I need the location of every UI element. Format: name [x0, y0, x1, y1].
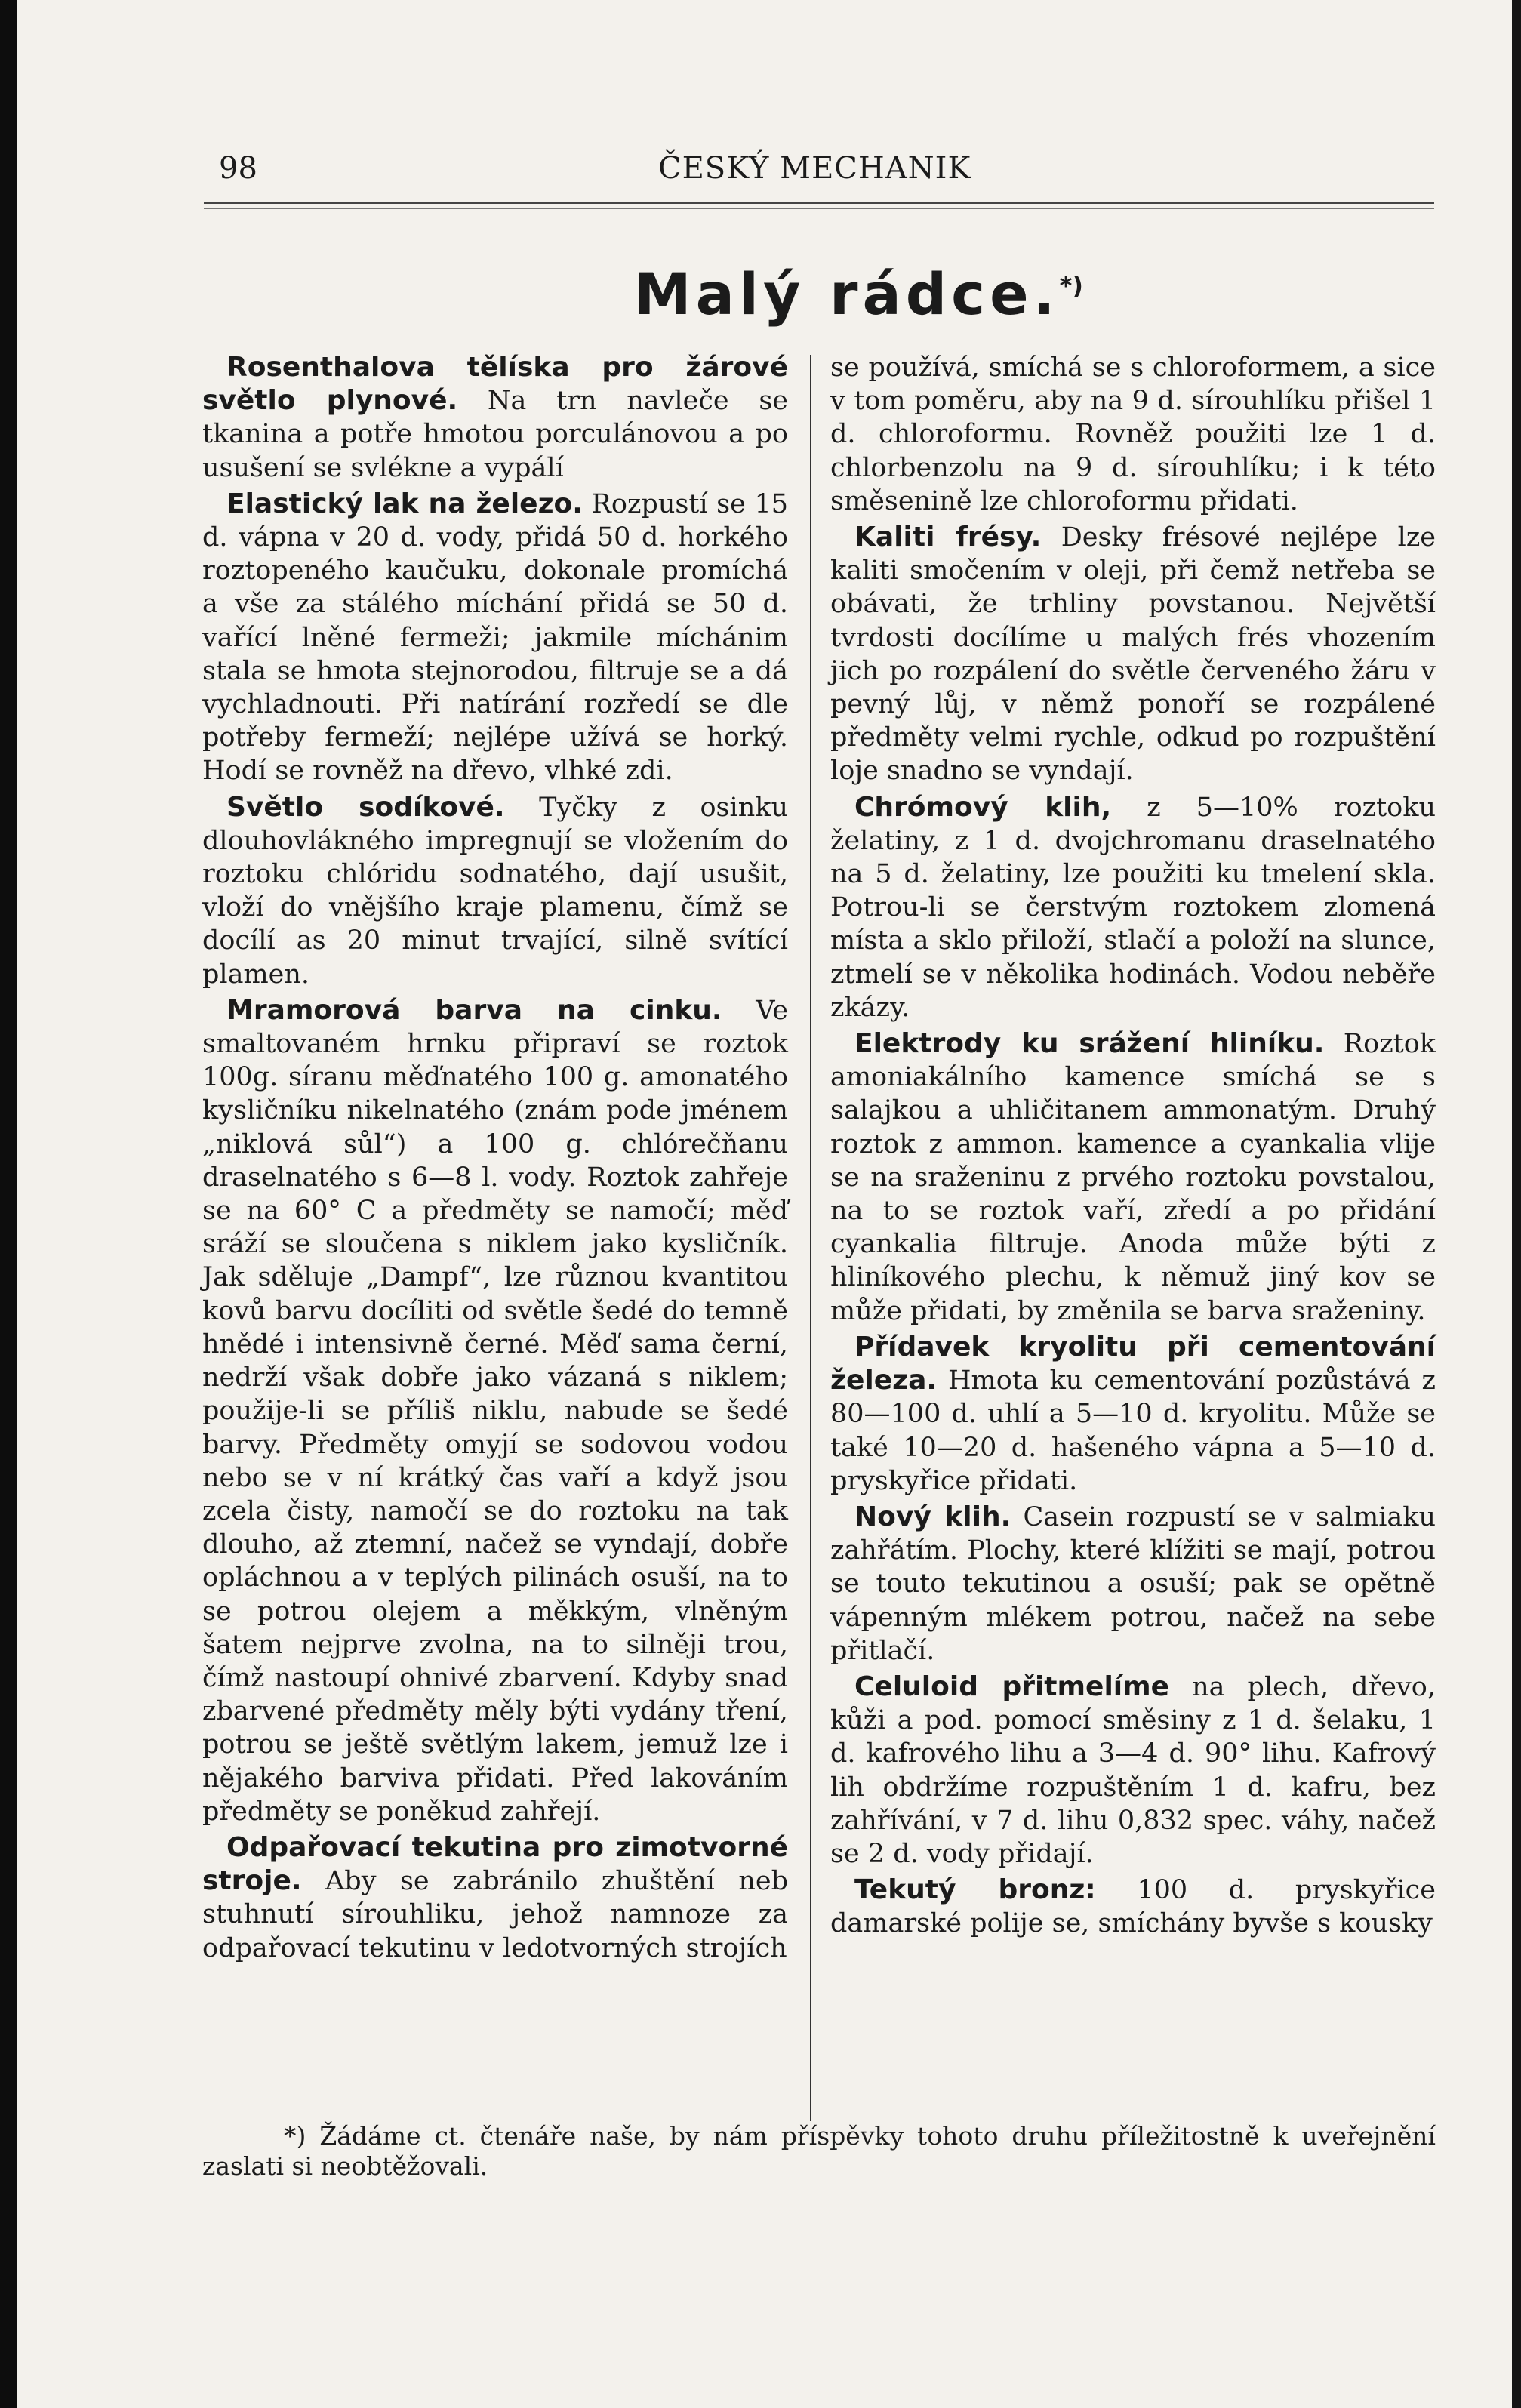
- recipe-paragraph: [830, 1874, 1436, 1940]
- recipe-heading: Odpařovací tekutina pro zimotvorné stroje.: [202, 1831, 788, 1897]
- recipe-paragraph: [830, 1671, 1436, 1871]
- recipe-paragraph: [202, 1831, 788, 1965]
- recipe-paragraph: [830, 1331, 1436, 1498]
- recipe-heading: Elektrody ku srážení hliníku.: [854, 1028, 1325, 1060]
- article-title-text: Malý rádce.: [634, 260, 1060, 328]
- recipe-text: Hmota ku cementování pozůstává z 80—100 d. uhlí a 5—10 d. kryolitu. Může se také 10—20 d. hašeného vápna a 5—10 d. pryskyřice přidati.: [830, 1366, 1436, 1496]
- journal-title: ČESKÝ MECHANIK: [658, 151, 971, 186]
- recipe-text: Ve smaltovaném hrnku připraví se roztok 100g. síranu měďnatého 100 g. amonatého kysličníku nikelnatého (znám pode jménem „niklová sůl“) a 100 g. chlórečňanu draselnatého s 6—8 l. vody. Roztok zahřeje se na 60° C a předměty se namočí; měď sráží se sloučena s niklem jako kysličník. Jak sděluje „Dampf“, lze různou kvantitou kovů barvu docíliti od světle šedé do temně hnědé i intensivně černé. Měď sama černí, nedrží však dobře jako vázaná s niklem; použije-li se příliš niklu, nabude se šedé barvy. Předměty omyjí se sodovou vodou nebo se v ní krátký čas vaří a když jsou zcela čisty, namočí se do roztoku na tak dlouho, až ztemní, načež se vyndají, dobře opláchnou a v teplých pilinách osuší, na to se potrou olejem a měkkým, vlněným šatem nejprve zvolna, na to silněji trou, čímž nastoupí ohnivé zbarvení. Kdyby snad zbarvené předměty měly býti vydány tření, potrou se ještě světlým lakem, jemuž lze i nějakého barviva přidati. Před lakováním předměty se poněkud zahřejí.: [202, 995, 788, 1827]
- recipe-text: Roztok amoniakálního kamence smíchá se s salajkou a uhličitanem ammonatým. Druhý roztok z ammon. kamence a cyankalia vlije se na sraženinu z prvého roztoku povstalou, na to se roztok vaří, zředí a po přidání cyankalia filtruje. Anoda může býti z hliníkového plechu, k němuž jiný kov se může přidati, by změnila se barva sraženiny.: [830, 1029, 1436, 1326]
- recipe-paragraph: [202, 994, 788, 1828]
- recipe-paragraph: [202, 351, 788, 485]
- recipe-heading: Kaliti frésy.: [854, 522, 1042, 553]
- scan-border-right: [1512, 0, 1521, 2408]
- footnote-marker: *): [1059, 271, 1083, 300]
- footnote: *) Žádáme ct. čtenáře naše, by nám příspěvky tohoto druhu příležitostně k uveřejnění zaslati si neobtěžovali.: [202, 2121, 1436, 2181]
- right-column: [830, 351, 1436, 1944]
- recipe-heading: Přídavek kryolitu při cementování železa.: [830, 1331, 1436, 1396]
- left-column: [202, 351, 788, 1968]
- page-number: 98: [219, 151, 257, 186]
- recipe-paragraph: [830, 351, 1436, 518]
- recipe-heading: Tekutý bronz:: [854, 1874, 1096, 1906]
- recipe-heading: Mramorová barva na cinku.: [226, 994, 722, 1026]
- recipe-paragraph: [830, 521, 1436, 788]
- recipe-text: Tyčky z osinku dlouhovlákného impregnují se vložením do roztoku chlóridu sodnatého, dají usušit, vloží do vnějšího kraje plamenu, čímž se docílí as 20 minut trvající, silně svítící plamen.: [202, 792, 788, 990]
- recipe-heading: Chrómový klih,: [854, 791, 1112, 823]
- header-rule: [204, 202, 1434, 204]
- recipe-text: Na trn navleče se tkanina a potře hmotou porculánovou a po usušení se svlékne a vypálí: [202, 386, 788, 483]
- header-rule-thin: [204, 208, 1434, 209]
- article-title: [634, 260, 1083, 328]
- recipe-heading: Nový klih.: [854, 1501, 1011, 1532]
- recipe-text: na plech, dřevo, kůži a pod. pomocí směsiny z 1 d. šelaku, 1 d. kafrového lihu a 3—4 d. 90° lihu. Kafrový lih obdržíme rozpuštěním 1 d. kafru, bez zahřívání, v 7 d. lihu 0,832 spec. váhy, načež se 2 d. vody přidají.: [830, 1671, 1436, 1869]
- recipe-text: se používá, smíchá se s chloroformem, a sice v tom poměru, aby na 9 d. sírouhlíku přišel 1 d. chloroformu. Rovněž použiti lze 1 d. chlorbenzolu na 9 d. sírouhlíku; i k této směsenině lze chloroformu přidati.: [830, 353, 1436, 516]
- recipe-text: Desky frésové nejlépe lze kaliti smočením v oleji, při čemž netřeba se obávati, že trhliny povstanou. Největší tvrdosti docílíme u malých frés vhozením jich po rozpálení do světle červeného žáru v pevný lůj, v němž ponoří se rozpálené předměty velmi rychle, odkud po rozpuštění loje snadno se vyndají.: [830, 522, 1436, 787]
- recipe-heading: Rosenthalova tělíska pro žárové světlo plynové.: [202, 352, 788, 417]
- recipe-paragraph: [202, 488, 788, 788]
- recipe-text: Casein rozpustí se v salmiaku zahřátím. Plochy, které klížiti se mají, potrou se touto tekutinou a osuší; pak se opětně vápenným mlékem potrou, načež na sebe přitlačí.: [830, 1501, 1436, 1666]
- running-header: [219, 151, 1434, 196]
- recipe-text: Rozpustí se 15 d. vápna v 20 d. vody, přidá 50 d. horkého roztopeného kaučuku, dokonale promíchá a vše za stálého míchání přidá se 50 d. vařící lněné fermeži; jakmile míchánim stala se hmota stejnorodou, filtruje se a dá vychladnouti. Při natírání rozředí se dle potřeby fermeží; nejlépe užívá se horký. Hodí se rovněž na dřevo, vlhké zdi.: [202, 488, 788, 787]
- recipe-paragraph: [202, 791, 788, 991]
- recipe-paragraph: [830, 1027, 1436, 1328]
- recipe-paragraph: [830, 791, 1436, 1024]
- recipe-heading: Světlo sodíkové.: [226, 791, 505, 823]
- recipe-text: z 5—10% roztoku želatiny, z 1 d. dvojchromanu draselnatého na 5 d. želatiny, lze použiti ku tmelení skla. Potrou-li se čerstvým roztokem zlomená místa a sklo přiloží, stlačí a položí na slunce, ztmelí se v několika hodinách. Vodou neběře zkázy.: [830, 792, 1436, 1023]
- recipe-heading: Celuloid přitmelíme: [854, 1671, 1170, 1702]
- column-divider: [810, 355, 811, 2121]
- scan-border-left: [0, 0, 17, 2408]
- recipe-text: 100 d. pryskyřice damarské polije se, smíchány byvše s kousky: [830, 1875, 1436, 1939]
- recipe-text: Aby se zabránilo zhuštění neb stuhnutí sírouhliku, jehož namnoze za odpařovací tekutinu v ledotvorných strojích: [202, 1866, 788, 1963]
- recipe-heading: Elastický lak na železo.: [226, 488, 583, 519]
- recipe-paragraph: [830, 1501, 1436, 1667]
